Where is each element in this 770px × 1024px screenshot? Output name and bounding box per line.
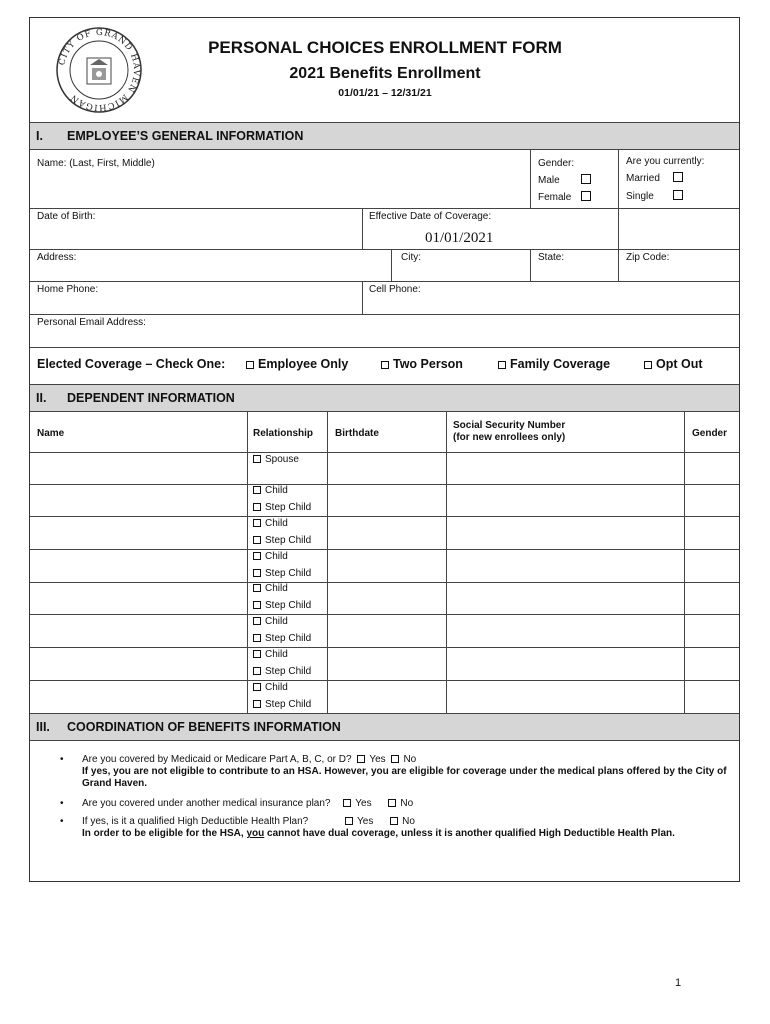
dependent-row-7-relationship[interactable]: Child Step Child xyxy=(253,680,311,713)
dependent-row-3-relationship[interactable]: Child Step Child xyxy=(253,549,311,582)
enrollment-dates: 01/01/21 – 12/31/21 xyxy=(338,87,432,99)
section1-header xyxy=(30,122,739,150)
checkbox-icon[interactable] xyxy=(253,601,261,609)
section2-title: DEPENDENT INFORMATION xyxy=(67,391,235,405)
zip-label: Zip Code: xyxy=(626,252,670,263)
coverage-employee-only[interactable]: Employee Only xyxy=(246,357,348,371)
checkbox-icon[interactable] xyxy=(253,503,261,511)
hdhp-yes-checkbox[interactable] xyxy=(345,817,353,825)
checkbox-icon[interactable] xyxy=(253,667,261,675)
section2-header xyxy=(30,384,739,412)
state-label: State: xyxy=(538,252,565,263)
home-phone-label: Home Phone: xyxy=(37,284,99,295)
page-number: 1 xyxy=(675,977,682,989)
single-checkbox[interactable] xyxy=(673,190,683,200)
checkbox-icon[interactable] xyxy=(253,536,261,544)
male-checkbox[interactable] xyxy=(581,174,591,184)
section3-number: III. xyxy=(36,720,50,734)
coverage-opt-out[interactable]: Opt Out xyxy=(644,357,703,371)
single-label: Single xyxy=(626,191,654,202)
col-ssn-note: (for new enrollees only) xyxy=(453,432,566,443)
bullet-icon: • xyxy=(60,754,64,765)
male-label: Male xyxy=(538,175,560,186)
female-checkbox[interactable] xyxy=(581,191,591,201)
checkbox-icon[interactable] xyxy=(644,361,652,369)
address-label: Address: xyxy=(37,252,77,263)
section2-number: II. xyxy=(36,391,47,405)
cell-phone-label: Cell Phone: xyxy=(369,284,421,295)
form-subtitle: 2021 Benefits Enrollment xyxy=(289,65,481,82)
other-insurance-yes-checkbox[interactable] xyxy=(343,799,351,807)
question-other-insurance: Are you covered under another medical insurance plan? Yes No xyxy=(82,798,414,809)
address-field[interactable] xyxy=(31,262,389,280)
medicare-note: If yes, you are not eligible to contribute to an HSA. However, you are eligible for coverage under the medical plans offered by the City of Grand Haven. xyxy=(82,766,727,789)
city-label: City: xyxy=(401,252,421,263)
checkbox-icon[interactable] xyxy=(253,584,261,592)
name-field[interactable] xyxy=(31,170,529,206)
col-ssn: Social Security Number xyxy=(453,420,566,431)
coverage-family[interactable]: Family Coverage xyxy=(498,357,610,371)
dob-label: Date of Birth: xyxy=(37,211,96,222)
checkbox-icon[interactable] xyxy=(253,455,261,463)
coverage-two-person[interactable]: Two Person xyxy=(381,357,463,371)
dependent-row-5-relationship[interactable]: Child Step Child xyxy=(253,614,311,647)
email-field[interactable] xyxy=(31,328,738,346)
spouse-option[interactable]: Spouse xyxy=(253,452,299,469)
checkbox-icon[interactable] xyxy=(253,650,261,658)
section1-number: I. xyxy=(36,129,43,143)
medicare-yes-checkbox[interactable] xyxy=(357,755,365,763)
form-title: PERSONAL CHOICES ENROLLMENT FORM xyxy=(208,38,562,57)
female-label: Female xyxy=(538,192,572,203)
section3-title: COORDINATION OF BENEFITS INFORMATION xyxy=(67,720,341,734)
checkbox-icon[interactable] xyxy=(253,552,261,560)
hdhp-note: In order to be eligible for the HSA, you cannot have dual coverage, unless it is another qualified High Deductible Health Plan. xyxy=(82,828,675,839)
effective-date-label: Effective Date of Coverage: xyxy=(369,211,492,222)
col-name: Name xyxy=(37,428,65,439)
gender-label: Gender: xyxy=(538,158,575,169)
checkbox-icon[interactable] xyxy=(253,683,261,691)
checkbox-icon[interactable] xyxy=(253,519,261,527)
bullet-icon: • xyxy=(60,816,64,827)
dependent-row-6-relationship[interactable]: Child Step Child xyxy=(253,647,311,680)
section3-header xyxy=(30,713,739,741)
col-gender: Gender xyxy=(692,428,728,439)
checkbox-icon[interactable] xyxy=(253,486,261,494)
checkbox-icon[interactable] xyxy=(253,700,261,708)
email-label: Personal Email Address: xyxy=(37,317,146,328)
checkbox-icon[interactable] xyxy=(253,634,261,642)
question-hdhp: If yes, is it a qualified High Deductible Health Plan? Yes No In order to be eligible for the HSA, you cannot have dual coverage, unless it is another qualified High Deductible Health Plan. xyxy=(82,816,675,839)
hdhp-no-checkbox[interactable] xyxy=(390,817,398,825)
medicare-no-checkbox[interactable] xyxy=(391,755,399,763)
bullet-icon: • xyxy=(60,798,64,809)
seal-text: CITY OF GRAND HAVEN MICHIGAN xyxy=(57,27,142,113)
checkbox-icon[interactable] xyxy=(246,361,254,369)
coverage-label: Elected Coverage – Check One: xyxy=(37,357,226,371)
checkbox-icon[interactable] xyxy=(498,361,506,369)
section1-title: EMPLOYEE’S GENERAL INFORMATION xyxy=(67,129,304,143)
other-insurance-no-checkbox[interactable] xyxy=(388,799,396,807)
dependent-row-1-relationship[interactable]: Child Step Child xyxy=(253,483,311,516)
dob-field[interactable] xyxy=(31,222,361,247)
effective-date-value[interactable]: 01/01/2021 xyxy=(425,230,494,246)
married-label: Married xyxy=(626,173,660,184)
dependent-row-2-relationship[interactable]: Child Step Child xyxy=(253,516,311,549)
name-label: Name: (Last, First, Middle) xyxy=(37,158,155,169)
checkbox-icon[interactable] xyxy=(381,361,389,369)
checkbox-icon[interactable] xyxy=(253,617,261,625)
question-medicare: Are you covered by Medicaid or Medicare Part A, B, C, or D? Yes No If yes, you are not eligible to contribute to an HSA. However, you are eligible for coverage under the medical plans offered by the City of Grand Haven. xyxy=(82,754,727,789)
currently-label: Are you currently: xyxy=(626,156,705,167)
col-relationship: Relationship xyxy=(253,428,314,439)
checkbox-icon[interactable] xyxy=(253,569,261,577)
col-birthdate: Birthdate xyxy=(335,428,379,439)
married-checkbox[interactable] xyxy=(673,172,683,182)
dependent-row-4-relationship[interactable]: Child Step Child xyxy=(253,581,311,614)
